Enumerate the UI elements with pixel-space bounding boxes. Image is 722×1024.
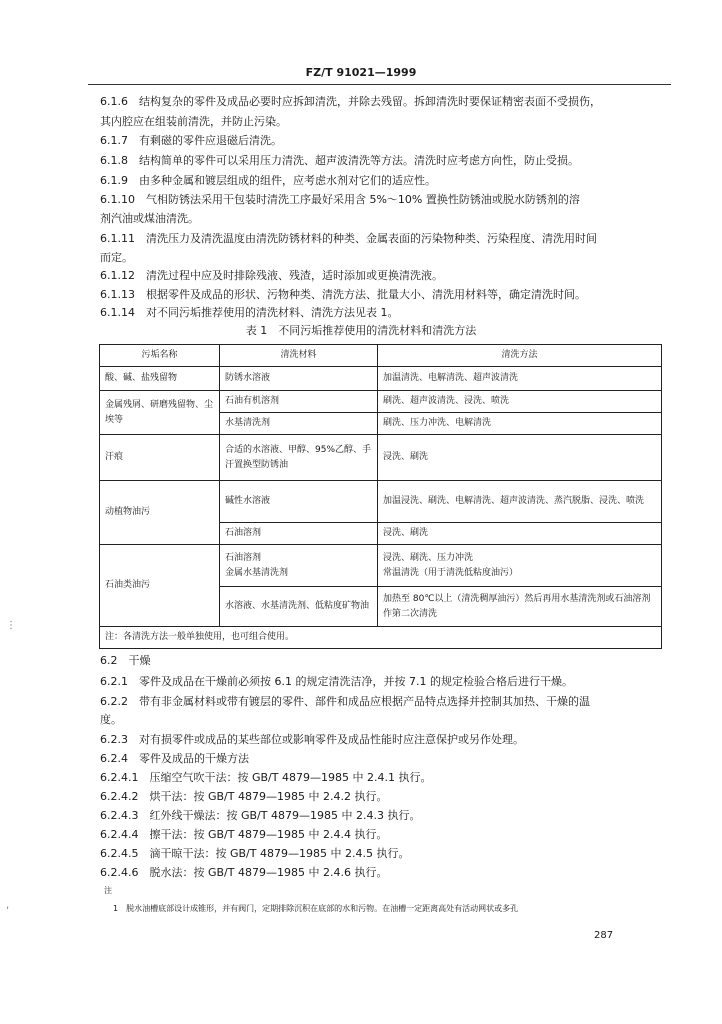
header-rule xyxy=(88,84,671,85)
paragraph-line: 6.2.4.1 压缩空气吹干法：按 GB/T 4879—1985 中 2.4.1 执行。 xyxy=(100,771,432,784)
table-note-row xyxy=(100,627,662,649)
paragraph-line: 6.2.4.4 擦干法：按 GB/T 4879—1985 中 2.4.4 执行。 xyxy=(100,828,388,841)
paragraph-line: 6.1.8 结构简单的零件可以采用压力清洗、超声波清洗等方法。清洗时应考虑方向性，防止受损。 xyxy=(100,154,579,167)
table-row xyxy=(100,545,662,587)
paragraph-line: 6.1.11 清洗压力及清洗温度由清洗防锈材料的种类、金属表面的污染物种类、污染程度、清洗用时间 xyxy=(100,232,597,245)
material-cell: 石油溶剂 金属水基清洗剂 xyxy=(220,545,378,587)
footnote: 1 脱水油槽底部设计成锥形，并有阀门，定期排除沉积在底部的水和污物。在油槽一定距离高处有活动网状或多孔 xyxy=(113,904,519,913)
paragraph-line: 6.2.2 带有非金属材料或带有镀层的零件、部件和成品应根据产品特点选择并控制其加热、干燥的温 xyxy=(100,695,590,708)
material-cell: 防锈水溶液 xyxy=(220,367,378,391)
dirt-cell: 石油类油污 xyxy=(100,545,220,627)
paragraph-line: 6.1.14 对不同污垢推荐使用的清洗材料、清洗方法见表 1。 xyxy=(100,306,399,319)
dirt-cell: 金属残屑、研磨残留物、尘埃等 xyxy=(100,391,220,435)
scan-mark: , xyxy=(6,900,10,911)
standard-header: FZ/T 91021—1999 xyxy=(305,66,417,79)
dirt-cell: 汗痕 xyxy=(100,435,220,481)
paragraph-line: 6.2.4.6 脱水法：按 GB/T 4879—1985 中 2.4.6 执行。 xyxy=(100,866,388,879)
table-caption: 表 1 不同污垢推荐使用的清洗材料和清洗方法 xyxy=(245,324,477,337)
paragraph-line: 6.1.13 根据零件及成品的形状、污物种类、清洗方法、批量大小、清洗用材料等，确定清洗时间。 xyxy=(100,288,586,301)
paragraph-line: 6.1.12 清洗过程中应及时排除残液、残渣，适时添加或更换清洗液。 xyxy=(100,269,443,282)
paragraph-line: 6.2.4 零件及成品的干燥方法 xyxy=(100,752,249,765)
method-cell: 浸洗、刷洗 xyxy=(378,435,662,481)
scan-mark: ⋮ xyxy=(6,620,16,631)
method-cell: 浸洗、刷洗、压力冲洗 常温清洗（用于清洗低粘度油污） xyxy=(378,545,662,587)
paragraph-line: 6.1.10 气相防锈法采用干包装时清洗工序最好采用含 5%～10% 置换性防锈油或脱水防锈剂的溶 xyxy=(100,193,580,206)
dirt-cell: 动植物油污 xyxy=(100,481,220,545)
paragraph-line: 6.2.4.2 烘干法：按 GB/T 4879—1985 中 2.4.2 执行。 xyxy=(100,790,388,803)
note-label: 注 xyxy=(104,886,112,895)
paragraph-line: 度。 xyxy=(100,713,122,726)
paragraph-line: 6.2.4.5 滴干晾干法：按 GB/T 4879—1985 中 2.4.5 执行。 xyxy=(100,847,410,860)
section-heading: 6.2 干燥 xyxy=(100,654,151,667)
paragraph-line: 剂汽油或煤油清洗。 xyxy=(100,212,199,225)
cleaning-table xyxy=(99,344,662,649)
paragraph-line: 其内腔应在组装前清洗，并防止污染。 xyxy=(100,115,287,128)
material-cell: 合适的水溶液、甲醇、95%乙醇、手汗置换型防锈油 xyxy=(220,435,378,481)
header-cell: 污垢名称 xyxy=(100,345,220,367)
material-cell: 水基清洗剂 xyxy=(220,413,378,435)
method-cell: 加温浸洗、刷洗、电解清洗、超声波清洗、蒸汽脱脂、浸洗、喷洗 xyxy=(378,481,662,523)
method-cell: 刷洗、压力冲洗、电解清洗 xyxy=(378,413,662,435)
paragraph-line: 6.1.7 有剩磁的零件应退磁后清洗。 xyxy=(100,134,282,147)
material-cell: 石油溶剂 xyxy=(220,523,378,545)
method-cell: 刷洗、超声波清洗、浸洗、喷洗 xyxy=(378,391,662,413)
table-header-row xyxy=(100,345,662,367)
page-number: 287 xyxy=(594,930,614,941)
method-cell: 加热至 80℃以上（清洗稠厚油污）然后再用水基清洗剂或石油溶剂作第二次清洗 xyxy=(378,587,662,627)
table-note: 注：各清洗方法一般单独使用，也可组合使用。 xyxy=(100,627,662,649)
method-cell: 加温清洗、电解清洗、超声波清洗 xyxy=(378,367,662,391)
paragraph-line: 6.2.3 对有损零件或成品的某些部位或影响零件及成品性能时应注意保护或另作处理。 xyxy=(100,733,524,746)
table-row xyxy=(100,481,662,523)
paragraph-line: 6.2.4.3 红外线干燥法：按 GB/T 4879—1985 中 2.4.3 执行。 xyxy=(100,809,421,822)
table-row xyxy=(100,391,662,413)
paragraph-line: 6.1.9 由多种金属和镀层组成的组件，应考虑水剂对它们的适应性。 xyxy=(100,174,436,187)
table-row xyxy=(100,367,662,391)
material-cell: 石油有机溶剂 xyxy=(220,391,378,413)
header-cell: 清洗方法 xyxy=(378,345,662,367)
material-cell: 水溶液、水基清洗剂、低粘度矿物油 xyxy=(220,587,378,627)
material-cell: 碱性水溶液 xyxy=(220,481,378,523)
table-row xyxy=(100,435,662,481)
header-cell: 清洗材料 xyxy=(220,345,378,367)
method-cell: 浸洗、刷洗 xyxy=(378,523,662,545)
paragraph-line: 6.2.1 零件及成品在干燥前必须按 6.1 的规定清洗洁净，并按 7.1 的规定检验合格后进行干燥。 xyxy=(100,675,573,688)
paragraph-line: 6.1.6 结构复杂的零件及成品必要时应拆卸清洗，并除去残留。拆卸清洗时要保证精密表面不受损伤， xyxy=(100,95,601,108)
paragraph-line: 而定。 xyxy=(100,251,133,264)
dirt-cell: 酸、碱、盐残留物 xyxy=(100,367,220,391)
